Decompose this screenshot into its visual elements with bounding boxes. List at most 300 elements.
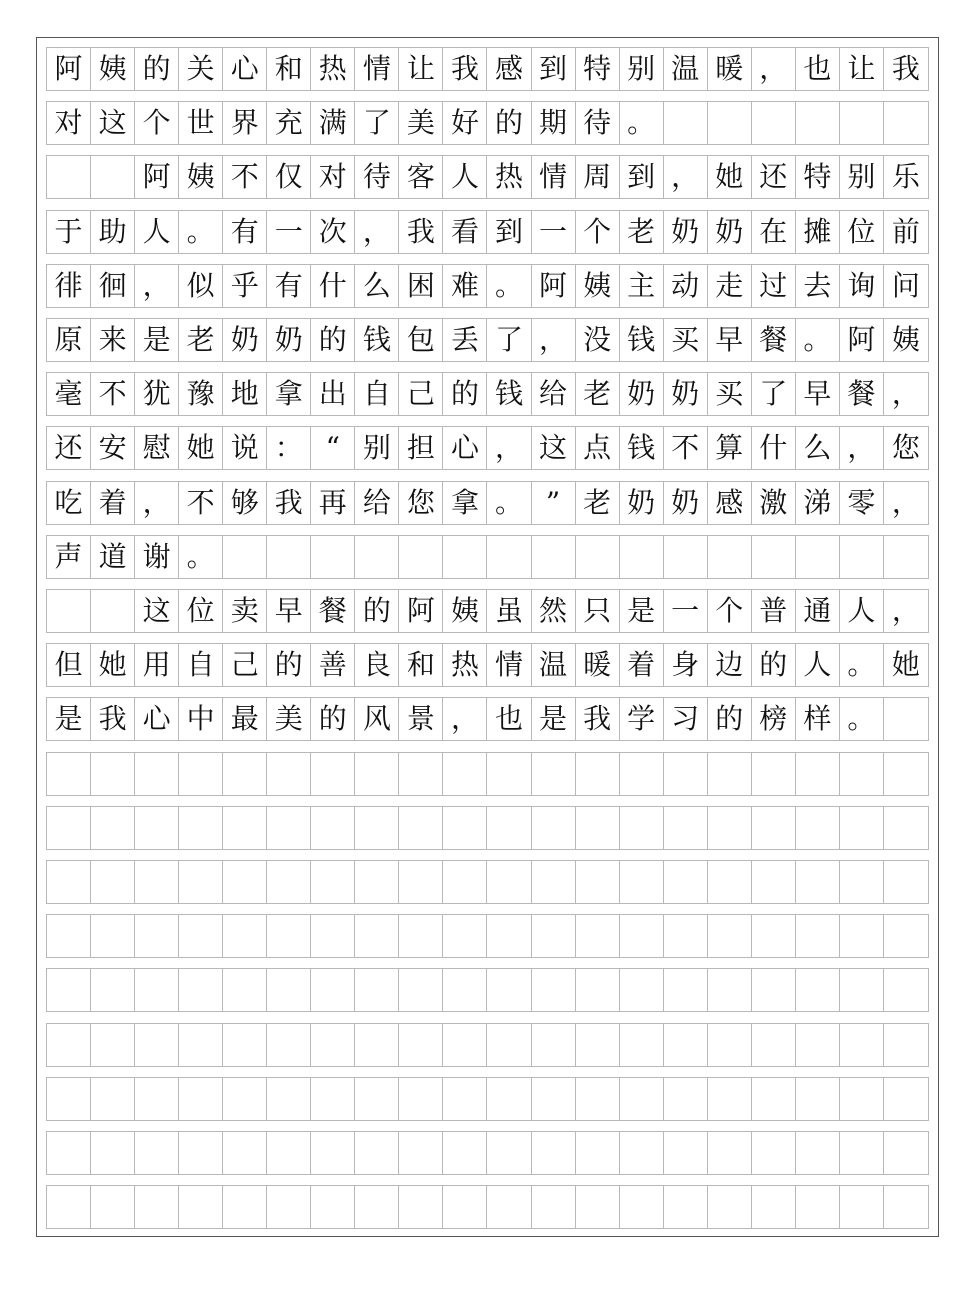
grid-cell: 原 <box>47 319 91 361</box>
grid-cell <box>487 753 531 795</box>
grid-cell <box>135 1186 179 1228</box>
grid-cell: 了 <box>355 102 399 144</box>
grid-cell: 给 <box>532 373 576 415</box>
grid-cell <box>664 536 708 578</box>
grid-cell: 是 <box>47 698 91 740</box>
grid-cell <box>267 536 311 578</box>
grid-cell <box>576 969 620 1011</box>
grid-cell: 最 <box>223 698 267 740</box>
grid-cell: 善 <box>311 644 355 686</box>
grid-cell: 么 <box>355 265 399 307</box>
grid-cell: 通 <box>796 590 840 632</box>
grid-cell <box>179 1024 223 1066</box>
grid-cell <box>47 1132 91 1174</box>
grid-cell <box>708 861 752 903</box>
grid-cell: 乎 <box>223 265 267 307</box>
grid-cell <box>840 102 884 144</box>
grid-cell <box>620 536 664 578</box>
grid-cell: ， <box>135 265 179 307</box>
grid-cell <box>267 1078 311 1120</box>
grid-cell <box>355 1132 399 1174</box>
grid-cell <box>135 1024 179 1066</box>
grid-cell: 乐 <box>891 160 920 194</box>
grid-cell <box>532 1024 576 1066</box>
grid-cell <box>752 1078 796 1120</box>
grid-cell: 买 <box>708 373 752 415</box>
grid-cell <box>135 1078 179 1120</box>
grid-cell <box>91 156 135 198</box>
grid-cell: 人 <box>796 644 840 686</box>
grid-row <box>46 806 929 850</box>
essay-sheet <box>36 37 939 1237</box>
grid-cell <box>840 1186 884 1228</box>
grid-cell: 对 <box>311 156 355 198</box>
grid-cell: 的 <box>752 644 796 686</box>
grid-cell: 姨 <box>179 156 223 198</box>
grid-row <box>46 372 929 416</box>
grid-row <box>46 752 929 796</box>
grid-cell: 动 <box>664 265 708 307</box>
grid-cell <box>796 915 840 957</box>
grid-cell <box>708 969 752 1011</box>
grid-cell <box>752 753 796 795</box>
grid-cell <box>399 1024 443 1066</box>
grid-cell <box>179 1078 223 1120</box>
grid-cell: 什 <box>752 427 796 469</box>
grid-cell <box>91 1186 135 1228</box>
grid-cell: 再 <box>311 482 355 524</box>
grid-cell <box>91 969 135 1011</box>
grid-cell: 还 <box>752 156 796 198</box>
grid-cell <box>796 102 840 144</box>
grid-cell: 的 <box>311 319 355 361</box>
grid-cell: 还 <box>47 427 91 469</box>
grid-row <box>46 264 929 308</box>
grid-cell: 风 <box>355 698 399 740</box>
grid-cell: 的 <box>355 590 399 632</box>
grid-cell <box>47 969 91 1011</box>
grid-cell <box>91 915 135 957</box>
grid-cell: 买 <box>664 319 708 361</box>
grid-cell: 钱 <box>620 319 664 361</box>
grid-cell <box>91 1132 135 1174</box>
grid-cell <box>708 536 752 578</box>
grid-cell: 个 <box>135 102 179 144</box>
grid-cell: 询 <box>840 265 884 307</box>
grid-cell <box>223 1078 267 1120</box>
grid-cell <box>91 861 135 903</box>
grid-cell <box>311 753 355 795</box>
grid-cell: 我 <box>891 52 920 85</box>
grid-cell <box>576 1024 620 1066</box>
grid-cell <box>708 1024 752 1066</box>
grid-cell: 自 <box>179 644 223 686</box>
grid-cell: 似 <box>179 265 223 307</box>
grid-cell <box>443 969 487 1011</box>
grid-cell: 餐 <box>840 373 884 415</box>
grid-cell <box>487 1132 531 1174</box>
grid-cell <box>532 1186 576 1228</box>
grid-cell: 的 <box>487 102 531 144</box>
grid-cell <box>752 807 796 849</box>
grid-cell <box>620 1132 664 1174</box>
grid-row <box>46 860 929 904</box>
grid-cell <box>443 1024 487 1066</box>
grid-cell: 算 <box>708 427 752 469</box>
grid-cell: 犹 <box>135 373 179 415</box>
grid-cell <box>135 861 179 903</box>
grid-cell <box>487 969 531 1011</box>
grid-cell: 了 <box>487 319 531 361</box>
grid-cell <box>664 807 708 849</box>
grid-cell: ： <box>267 427 311 469</box>
grid-cell <box>487 1024 531 1066</box>
grid-cell: 让 <box>399 48 443 90</box>
grid-cell: 充 <box>267 102 311 144</box>
grid-cell <box>576 915 620 957</box>
grid-cell <box>443 1132 487 1174</box>
grid-cell: ， <box>135 482 179 524</box>
grid-cell: 感 <box>708 482 752 524</box>
grid-row <box>46 1023 929 1067</box>
grid-cell <box>576 1132 620 1174</box>
grid-cell <box>47 1078 91 1120</box>
grid-cell <box>355 861 399 903</box>
grid-cell: 。 <box>840 698 884 740</box>
grid-cell: 有 <box>223 211 267 253</box>
grid-cell <box>532 915 576 957</box>
grid-cell <box>708 1132 752 1174</box>
grid-cell: ， <box>891 377 920 411</box>
grid-cell: 过 <box>752 265 796 307</box>
grid-cell <box>840 1078 884 1120</box>
grid-cell <box>311 969 355 1011</box>
grid-cell <box>311 1186 355 1228</box>
grid-cell: 别 <box>840 156 884 198</box>
grid-cell: 心 <box>443 427 487 469</box>
grid-cell: 个 <box>708 590 752 632</box>
grid-cell: 别 <box>620 48 664 90</box>
grid-cell: 仅 <box>267 156 311 198</box>
grid-cell <box>267 807 311 849</box>
grid-cell: ， <box>664 156 708 198</box>
grid-cell: 暖 <box>708 48 752 90</box>
grid-cell: 担 <box>399 427 443 469</box>
grid-cell: 难 <box>443 265 487 307</box>
grid-cell: 前 <box>891 214 920 248</box>
grid-cell: 的 <box>135 48 179 90</box>
grid-cell: 情 <box>355 48 399 90</box>
grid-row <box>46 481 929 525</box>
grid-cell: 客 <box>399 156 443 198</box>
grid-cell: 困 <box>399 265 443 307</box>
grid-cell <box>399 536 443 578</box>
grid-cell: 谢 <box>135 536 179 578</box>
grid-row <box>46 101 929 145</box>
grid-cell: 位 <box>179 590 223 632</box>
grid-cell <box>884 1186 928 1228</box>
grid-cell: 什 <box>311 265 355 307</box>
grid-cell <box>576 807 620 849</box>
grid-cell: 给 <box>355 482 399 524</box>
grid-cell: ， <box>840 427 884 469</box>
grid-cell <box>664 1078 708 1120</box>
grid-cell: 零 <box>840 482 884 524</box>
grid-cell <box>664 102 708 144</box>
grid-cell <box>443 1078 487 1120</box>
grid-cell <box>840 1024 884 1066</box>
grid-cell: 老 <box>620 211 664 253</box>
grid-cell: 人 <box>443 156 487 198</box>
grid-cell: 和 <box>399 644 443 686</box>
grid-cell <box>840 807 884 849</box>
grid-cell: 次 <box>311 211 355 253</box>
grid-cell <box>884 753 928 795</box>
grid-cell <box>708 1186 752 1228</box>
grid-cell: 我 <box>91 698 135 740</box>
grid-cell <box>399 1078 443 1120</box>
grid-cell: 身 <box>664 644 708 686</box>
grid-cell: 姨 <box>576 265 620 307</box>
grid-cell <box>355 807 399 849</box>
grid-cell <box>620 915 664 957</box>
grid-cell <box>708 807 752 849</box>
grid-cell: 不 <box>91 373 135 415</box>
grid-cell <box>576 861 620 903</box>
grid-cell <box>796 536 840 578</box>
grid-cell: 丢 <box>443 319 487 361</box>
grid-cell <box>311 861 355 903</box>
grid-cell <box>91 807 135 849</box>
grid-cell <box>620 807 664 849</box>
grid-cell: 阿 <box>47 48 91 90</box>
grid-cell: 人 <box>135 211 179 253</box>
grid-cell: 奶 <box>664 373 708 415</box>
grid-cell <box>311 1024 355 1066</box>
grid-cell: 。 <box>179 536 223 578</box>
grid-cell: 别 <box>355 427 399 469</box>
grid-cell <box>752 1132 796 1174</box>
grid-cell: 么 <box>796 427 840 469</box>
grid-cell <box>267 1186 311 1228</box>
grid-cell <box>532 861 576 903</box>
grid-cell <box>355 1186 399 1228</box>
grid-cell: 是 <box>135 319 179 361</box>
grid-cell: 一 <box>664 590 708 632</box>
grid-cell: 世 <box>179 102 223 144</box>
grid-cell: 用 <box>135 644 179 686</box>
grid-cell: 徊 <box>91 265 135 307</box>
grid-cell: 看 <box>443 211 487 253</box>
grid-cell <box>840 536 884 578</box>
grid-cell: 餐 <box>311 590 355 632</box>
grid-row <box>46 155 929 199</box>
grid-cell: 这 <box>532 427 576 469</box>
grid-cell <box>620 1078 664 1120</box>
grid-cell <box>576 1078 620 1120</box>
grid-cell <box>884 536 928 578</box>
grid-cell <box>796 1186 840 1228</box>
grid-cell: 到 <box>532 48 576 90</box>
grid-cell: 老 <box>179 319 223 361</box>
grid-cell: 姨 <box>91 48 135 90</box>
grid-cell <box>664 1186 708 1228</box>
grid-cell: 姨 <box>443 590 487 632</box>
grid-cell: 出 <box>311 373 355 415</box>
grid-cell: 也 <box>487 698 531 740</box>
grid-cell <box>884 969 928 1011</box>
grid-cell: 是 <box>620 590 664 632</box>
grid-cell: 助 <box>91 211 135 253</box>
grid-cell: 待 <box>355 156 399 198</box>
grid-cell: 普 <box>752 590 796 632</box>
grid-cell: 心 <box>135 698 179 740</box>
grid-cell <box>664 861 708 903</box>
grid-cell: 摊 <box>796 211 840 253</box>
grid-cell: 奶 <box>664 482 708 524</box>
grid-cell: 于 <box>47 211 91 253</box>
grid-cell: 奶 <box>664 211 708 253</box>
grid-cell: 奶 <box>620 373 664 415</box>
grid-cell <box>884 807 928 849</box>
grid-cell <box>355 915 399 957</box>
grid-cell: 关 <box>179 48 223 90</box>
grid-cell: 良 <box>355 644 399 686</box>
grid-cell <box>311 1132 355 1174</box>
grid-cell: 钱 <box>487 373 531 415</box>
grid-cell: 她 <box>708 156 752 198</box>
grid-cell: 奶 <box>267 319 311 361</box>
grid-cell <box>620 1024 664 1066</box>
grid-cell: 感 <box>487 48 531 90</box>
grid-cell <box>135 969 179 1011</box>
grid-cell: 奶 <box>708 211 752 253</box>
grid-cell: 我 <box>443 48 487 90</box>
grid-cell: 钱 <box>620 427 664 469</box>
grid-cell: ， <box>487 427 531 469</box>
grid-cell: 吃 <box>47 482 91 524</box>
grid-cell <box>708 1078 752 1120</box>
grid-cell: 走 <box>708 265 752 307</box>
grid-cell: 热 <box>443 644 487 686</box>
grid-cell <box>620 753 664 795</box>
grid-cell <box>664 1024 708 1066</box>
grid-cell <box>91 590 135 632</box>
grid-cell: 的 <box>311 698 355 740</box>
grid-cell: 的 <box>708 698 752 740</box>
grid-cell <box>620 1186 664 1228</box>
grid-cell: 她 <box>91 644 135 686</box>
grid-cell <box>47 1024 91 1066</box>
grid-cell <box>267 915 311 957</box>
grid-cell: 这 <box>91 102 135 144</box>
grid-cell <box>620 861 664 903</box>
grid-cell <box>796 861 840 903</box>
grid-cell: 您 <box>891 431 920 465</box>
grid-cell <box>796 807 840 849</box>
grid-cell: 到 <box>487 211 531 253</box>
grid-cell <box>47 753 91 795</box>
grid-cell: 激 <box>752 482 796 524</box>
grid-cell: 了 <box>752 373 796 415</box>
grid-cell: 虽 <box>487 590 531 632</box>
grid-cell: 暖 <box>576 644 620 686</box>
grid-row <box>46 968 929 1012</box>
grid-row <box>46 589 929 633</box>
grid-cell: 个 <box>576 211 620 253</box>
grid-cell: 己 <box>223 644 267 686</box>
grid-cell <box>179 753 223 795</box>
grid-cell <box>708 915 752 957</box>
grid-cell: 学 <box>620 698 664 740</box>
grid-cell: 她 <box>179 427 223 469</box>
grid-cell: 说 <box>223 427 267 469</box>
grid-cell: 也 <box>796 48 840 90</box>
grid-cell <box>91 1078 135 1120</box>
grid-cell: 情 <box>487 644 531 686</box>
grid-cell <box>796 1132 840 1174</box>
grid-cell: 阿 <box>399 590 443 632</box>
grid-cell: 特 <box>576 48 620 90</box>
grid-cell <box>223 536 267 578</box>
grid-cell: 不 <box>179 482 223 524</box>
grid-cell <box>664 969 708 1011</box>
grid-cell: 老 <box>576 373 620 415</box>
grid-row <box>46 1131 929 1175</box>
grid-cell: 界 <box>223 102 267 144</box>
grid-cell: 毫 <box>47 373 91 415</box>
grid-cell: 在 <box>752 211 796 253</box>
grid-cell <box>223 1024 267 1066</box>
grid-cell <box>223 915 267 957</box>
grid-cell <box>443 753 487 795</box>
grid-cell <box>884 915 928 957</box>
grid-cell: 着 <box>91 482 135 524</box>
grid-cell: 待 <box>576 102 620 144</box>
grid-cell <box>796 753 840 795</box>
grid-cell <box>179 915 223 957</box>
grid-cell <box>311 536 355 578</box>
grid-cell: 您 <box>399 482 443 524</box>
grid-cell: 习 <box>664 698 708 740</box>
grid-row <box>46 47 929 91</box>
grid-cell <box>223 861 267 903</box>
grid-cell: 温 <box>664 48 708 90</box>
grid-cell <box>135 915 179 957</box>
grid-cell: 够 <box>223 482 267 524</box>
grid-cell: 早 <box>708 319 752 361</box>
grid-cell <box>576 753 620 795</box>
grid-cell: 我 <box>399 211 443 253</box>
grid-cell <box>576 1186 620 1228</box>
grid-cell <box>47 156 91 198</box>
grid-cell <box>399 1186 443 1228</box>
grid-cell: 热 <box>311 48 355 90</box>
grid-cell: 自 <box>355 373 399 415</box>
grid-cell <box>840 861 884 903</box>
grid-cell <box>487 861 531 903</box>
grid-cell: 着 <box>620 644 664 686</box>
grid-cell: 不 <box>223 156 267 198</box>
grid-cell: 徘 <box>47 265 91 307</box>
grid-cell: 我 <box>267 482 311 524</box>
grid-cell <box>399 969 443 1011</box>
grid-cell <box>223 807 267 849</box>
grid-cell: 周 <box>576 156 620 198</box>
grid-cell: 人 <box>840 590 884 632</box>
grid-cell: 和 <box>267 48 311 90</box>
grid-cell <box>223 969 267 1011</box>
